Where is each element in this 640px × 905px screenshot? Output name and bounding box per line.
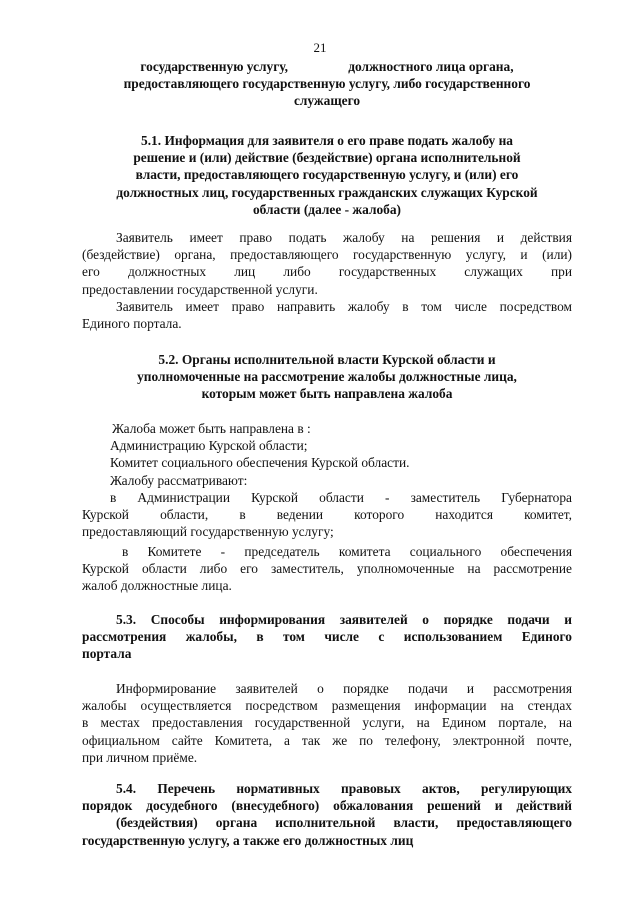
text-line: Информирование заявителей о порядке подачи и рассмотрения (116, 681, 572, 696)
heading-line: рассмотрения жалобы, в том числе с использованием Единого (82, 629, 572, 645)
heading-line: порядок досудебного (внесудебного) обжалования решений и действий (82, 798, 572, 814)
text-line: Курской области, в ведении которого находится комитет, (82, 507, 572, 523)
text-line: при личном приёме. (82, 749, 198, 765)
text-line: Курской области либо его заместитель, уполномоченные на рассмотрение (82, 561, 572, 577)
heading-line: портала (82, 646, 132, 662)
heading-line: области (далее - жалоба) (252, 201, 402, 217)
text-line: Единого портала. (82, 316, 182, 332)
text-line: в Комитете - председатель комитета социального обеспечения (122, 544, 572, 559)
heading-line: решение и (или) действие (бездействие) органа исполнительной (133, 150, 521, 166)
section-5-2-heading (82, 351, 572, 403)
top-heading (82, 58, 572, 110)
text-line: его должностных лиц либо государственных служащих при (82, 264, 572, 280)
text-line: жалоб должностные лица. (82, 578, 232, 594)
text-line: (бездействие) органа, предоставляющего государственную услугу, и (или) (82, 247, 572, 263)
heading-line: 5.1. Информация для заявителя о его праве подать жалобу на (141, 133, 513, 148)
text-line: Жалоба может быть направлена в : (112, 421, 311, 436)
text-line: в местах предоставления государственной услуги, на Едином портале, на (82, 715, 572, 731)
text-line: Заявитель имеет право направить жалобу в том числе посредством (116, 299, 572, 314)
section-5-3-heading (82, 611, 572, 663)
text-line: предоставлении государственной услуги. (82, 281, 318, 297)
heading-line: (бездействия) органа исполнительной власти, предоставляющего (116, 815, 572, 831)
heading-line: государственную услугу, должностного лица органа, (140, 59, 514, 74)
section-5-3-paragraph (82, 680, 572, 766)
text-line: Жалобу рассматривают: (110, 472, 248, 488)
section-5-1-heading (82, 132, 572, 218)
section-5-2-admin-paragraph (82, 489, 572, 541)
heading-line: предоставляющего государственную услугу, либо государственного (123, 76, 531, 92)
heading-line: уполномоченные на рассмотрение жалобы должностные лица, (137, 369, 517, 385)
text-line: предоставляющий государственную услугу; (82, 524, 334, 540)
page-number: 21 (313, 40, 327, 55)
text-line: в Администрации Курской области - заместитель Губернатора (110, 490, 572, 505)
heading-line: 5.2. Органы исполнительной власти Курской области и (158, 352, 496, 367)
heading-line: служащего (293, 93, 361, 109)
section-5-2-committee-paragraph (82, 543, 572, 595)
section-5-1-paragraph-1 (82, 229, 572, 298)
heading-line: которым может быть направлена жалоба (201, 386, 453, 402)
heading-line: 5.3. Способы информирования заявителей о порядке подачи и (116, 612, 572, 627)
heading-line: 5.4. Перечень нормативных правовых актов, регулирующих (116, 781, 572, 796)
section-5-4-heading (82, 780, 572, 849)
heading-line: государственную услугу, а также его должностных лиц (82, 832, 414, 848)
heading-line: должностных лиц, государственных гражданских служащих Курской (116, 184, 538, 200)
text-line: жалобы осуществляется посредством размещения информации на стендах (82, 698, 572, 714)
heading-line: власти, предоставляющего государственную услугу, и (или) его (135, 167, 519, 183)
text-line: официальном сайте Комитета, а так же по телефону, электронной почте, (82, 732, 572, 748)
section-5-2-list (82, 420, 572, 489)
text-line: Заявитель имеет право подать жалобу на решения и действия (116, 230, 572, 245)
text-line: Комитет социального обеспечения Курской области. (110, 455, 410, 471)
section-5-1-paragraph-2 (82, 298, 572, 332)
text-line: Администрацию Курской области; (110, 438, 308, 454)
